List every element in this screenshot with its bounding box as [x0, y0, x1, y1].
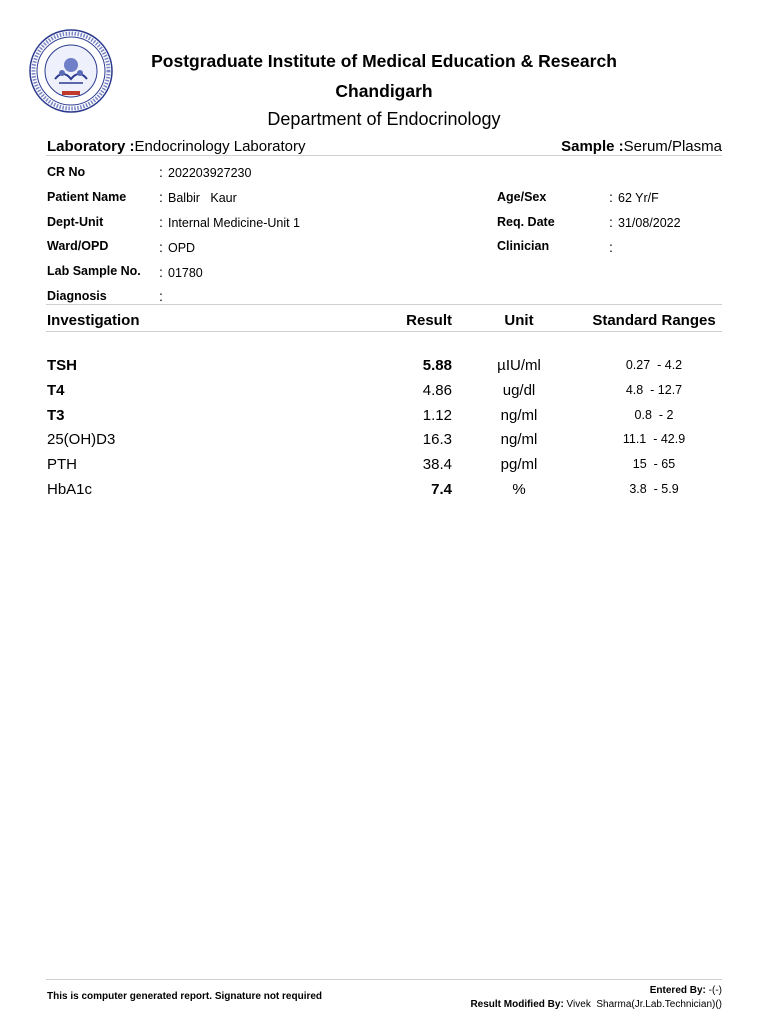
cr-no-label: CR No: [47, 165, 86, 179]
result-value: 5.88: [422, 357, 452, 374]
colon: :: [159, 239, 163, 255]
req-date-value: 31/08/2022: [618, 216, 681, 230]
colon: :: [609, 214, 613, 230]
divider: [46, 304, 722, 305]
institute-seal-icon: [29, 29, 113, 113]
cr-no-value: 202203927230: [168, 166, 252, 180]
colon: :: [159, 189, 163, 205]
unit-value: ug/dl: [502, 382, 536, 399]
laboratory-label: Laboratory :: [47, 138, 135, 155]
laboratory-value: Endocrinology Laboratory: [134, 138, 306, 155]
colon: :: [609, 189, 613, 205]
laboratory-line: [47, 138, 305, 155]
investigation-name: HbA1c: [47, 481, 93, 498]
patient-name-label: Patient Name: [47, 190, 127, 204]
investigation-name: T4: [47, 382, 65, 399]
colon: :: [159, 214, 163, 230]
unit-value: %: [512, 481, 526, 498]
unit-value: ng/ml: [500, 431, 538, 448]
result-value: 16.3: [422, 431, 452, 448]
divider: [46, 155, 722, 156]
colon: :: [159, 264, 163, 280]
standard-range-value: 15 - 65: [632, 457, 676, 471]
unit-value: pg/ml: [500, 456, 538, 473]
age-sex-label: Age/Sex: [497, 190, 547, 204]
colon: :: [159, 164, 163, 180]
lab-sample-no-label: Lab Sample No.: [47, 264, 141, 278]
standard-range-value: 0.27 - 4.2: [625, 358, 683, 372]
institute-name: Postgraduate Institute of Medical Education & Research: [151, 51, 617, 71]
colon: :: [159, 288, 163, 304]
standard-range-value: 4.8 - 12.7: [625, 383, 683, 397]
sample-line: [561, 138, 722, 155]
dept-unit-value: Internal Medicine-Unit 1: [168, 216, 301, 230]
lab-sample-no-value: 01780: [168, 266, 203, 280]
entered-by: [650, 985, 722, 996]
result-value: 7.4: [431, 481, 452, 498]
computer-generated-note: This is computer generated report. Signature not required: [47, 991, 323, 1002]
unit-value: µIU/ml: [497, 357, 541, 374]
patient-name-value: Balbir Kaur: [168, 191, 237, 205]
entered-by-value: -(-): [705, 985, 722, 996]
unit-header: Unit: [504, 312, 534, 329]
ward-opd-value: OPD: [168, 241, 196, 255]
divider: [46, 979, 722, 980]
modified-by-label: Result Modified By:: [470, 999, 564, 1010]
standard-range-value: 11.1 - 42.9: [622, 432, 686, 446]
sample-label: Sample :: [561, 138, 624, 155]
standard-range-value: 0.8 - 2: [634, 408, 674, 422]
ward-opd-label: Ward/OPD: [47, 239, 109, 253]
institute-city: Chandigarh: [335, 81, 433, 101]
result-modified-by: [470, 999, 722, 1010]
unit-value: ng/ml: [500, 407, 538, 424]
investigation-name: TSH: [47, 357, 77, 374]
diagnosis-label: Diagnosis: [47, 289, 107, 303]
colon: :: [609, 239, 613, 255]
modified-by-value: Vivek Sharma(Jr.Lab.Technician)(): [563, 999, 722, 1010]
dept-unit-label: Dept-Unit: [47, 215, 104, 229]
age-sex-value: 62 Yr/F: [618, 191, 659, 205]
investigation-header: Investigation: [47, 312, 140, 329]
req-date-label: Req. Date: [497, 215, 555, 229]
sample-value: Serum/Plasma: [623, 138, 722, 155]
divider: [46, 331, 722, 332]
investigation-name: PTH: [47, 456, 77, 473]
department-name: Department of Endocrinology: [267, 109, 501, 129]
standard-range-value: 3.8 - 5.9: [629, 482, 679, 496]
entered-by-label: Entered By:: [649, 985, 706, 996]
standard-ranges-header: Standard Ranges: [592, 312, 716, 329]
investigation-name: 25(OH)D3: [47, 431, 116, 448]
result-value: 1.12: [422, 407, 452, 424]
result-value: 38.4: [422, 456, 452, 473]
result-value: 4.86: [422, 382, 452, 399]
investigation-name: T3: [47, 407, 65, 424]
clinician-label: Clinician: [497, 239, 550, 253]
result-header: Result: [406, 312, 452, 329]
